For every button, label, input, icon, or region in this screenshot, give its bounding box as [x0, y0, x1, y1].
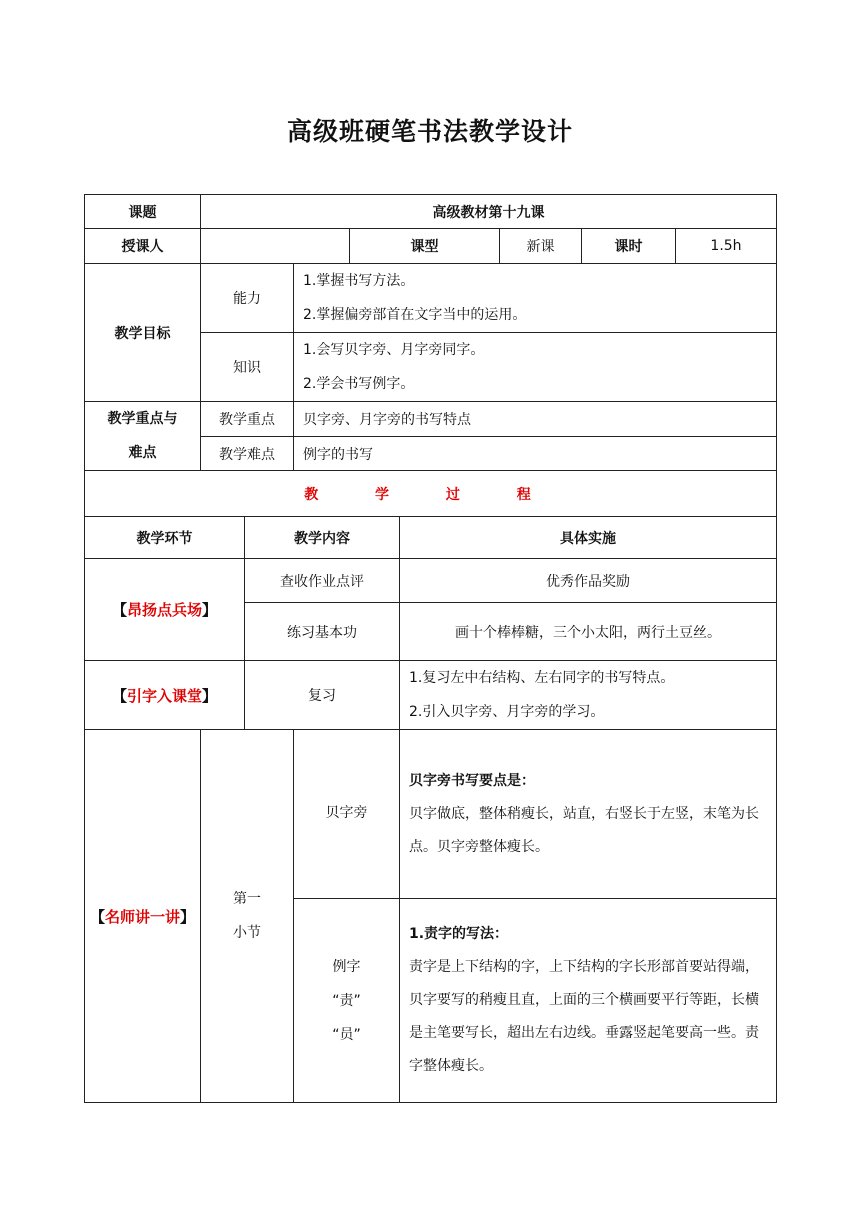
type-label: 课型	[350, 229, 500, 264]
part1-detail	[400, 730, 777, 899]
stage1-detail: 画十个棒棒糖，三个小太阳，两行土豆丝。	[400, 603, 777, 661]
stage2-name	[85, 661, 245, 730]
bracket-close: 】	[202, 686, 218, 705]
part2-text: 责字是上下结构的字，上下结构的字长形部首要站得端，贝字要写的稍瘦且直，上面的三个横画要平行等距，长横是主笔要写长，超出左右边线。垂露竖起笔要高一些。责字整体瘦长。	[409, 959, 759, 1074]
stage2-detail-item: 2.引入贝字旁、月字旁的学习。	[409, 704, 605, 720]
focus-value: 贝字旁、月字旁的书写特点	[294, 402, 777, 437]
column-content: 教学内容	[245, 517, 400, 559]
stage1-content: 练习基本功	[245, 603, 400, 661]
topic-value: 高级教材第十九课	[201, 195, 777, 229]
bracket-open: 【	[89, 907, 105, 926]
document-title: 高级班硬笔书法教学设计	[286, 117, 573, 146]
hours-value: 1.5h	[676, 229, 777, 264]
ability-items	[294, 264, 777, 333]
lesson-plan-table	[84, 194, 777, 1103]
section-label-line: 小节	[233, 925, 261, 941]
stage2-details	[400, 661, 777, 730]
part1-heading: 贝字旁书写要点是：	[409, 772, 535, 789]
goals-label: 教学目标	[85, 264, 201, 402]
part2-label-line: 例字	[332, 958, 361, 975]
part2-text-block	[400, 918, 776, 1083]
stage-title: 引字入课堂	[126, 686, 202, 705]
topic-label: 课题	[85, 195, 201, 229]
bracket-open: 【	[111, 686, 127, 705]
knowledge-items	[294, 333, 777, 402]
teacher-label: 授课人	[85, 229, 201, 264]
key-points-label-line: 难点	[128, 445, 157, 461]
stage-title: 名师讲一讲	[104, 907, 180, 926]
part2-heading: 1.责字的写法：	[409, 926, 509, 942]
process-title: 教 学 过 程	[85, 471, 777, 517]
stage2-content: 复习	[245, 661, 400, 730]
stage1-detail: 优秀作品奖励	[400, 559, 777, 603]
knowledge-item: 1.会写贝字旁、月字旁同字。	[303, 342, 485, 358]
stage2-detail-item: 1.复习左中右结构、左右同字的书写特点。	[409, 670, 675, 686]
hours-label: 课时	[582, 229, 676, 264]
column-stage: 教学环节	[85, 517, 245, 559]
type-value: 新课	[500, 229, 582, 264]
key-points-label-line: 教学重点与	[107, 411, 178, 427]
part2-label-line: “员”	[332, 1026, 361, 1043]
section-label-line: 第一	[233, 891, 261, 907]
ability-label: 能力	[201, 264, 294, 333]
focus-label: 教学重点	[201, 402, 294, 437]
key-points-label	[85, 402, 201, 471]
bracket-open: 【	[111, 601, 127, 619]
knowledge-label: 知识	[201, 333, 294, 402]
part1-label: 贝字旁	[294, 730, 400, 899]
stage1-content: 查收作业点评	[245, 559, 400, 603]
bracket-close: 】	[180, 907, 196, 926]
difficulty-value: 例字的书写	[294, 437, 777, 471]
column-implementation: 具体实施	[400, 517, 777, 559]
part1-text: 贝字做底，整体稍瘦长，站直，右竖长于左竖，末笔为长点。贝字旁整体瘦长。	[409, 805, 759, 855]
part2-label	[294, 899, 400, 1103]
part2-label-line: “责”	[332, 992, 361, 1009]
stage-title: 昂扬点兵场	[126, 601, 202, 619]
stage3-section	[201, 730, 294, 1103]
stage3-name	[85, 730, 201, 1103]
teacher-value	[201, 229, 350, 264]
bracket-close: 】	[202, 601, 218, 619]
difficulty-label: 教学难点	[201, 437, 294, 471]
knowledge-item: 2.学会书写例字。	[303, 376, 415, 392]
part2-detail	[400, 899, 777, 1103]
ability-item: 1.掌握书写方法。	[303, 273, 415, 289]
stage1-name	[85, 559, 245, 661]
ability-item: 2.掌握偏旁部首在文字当中的运用。	[303, 307, 527, 323]
part1-text-block	[400, 765, 776, 864]
